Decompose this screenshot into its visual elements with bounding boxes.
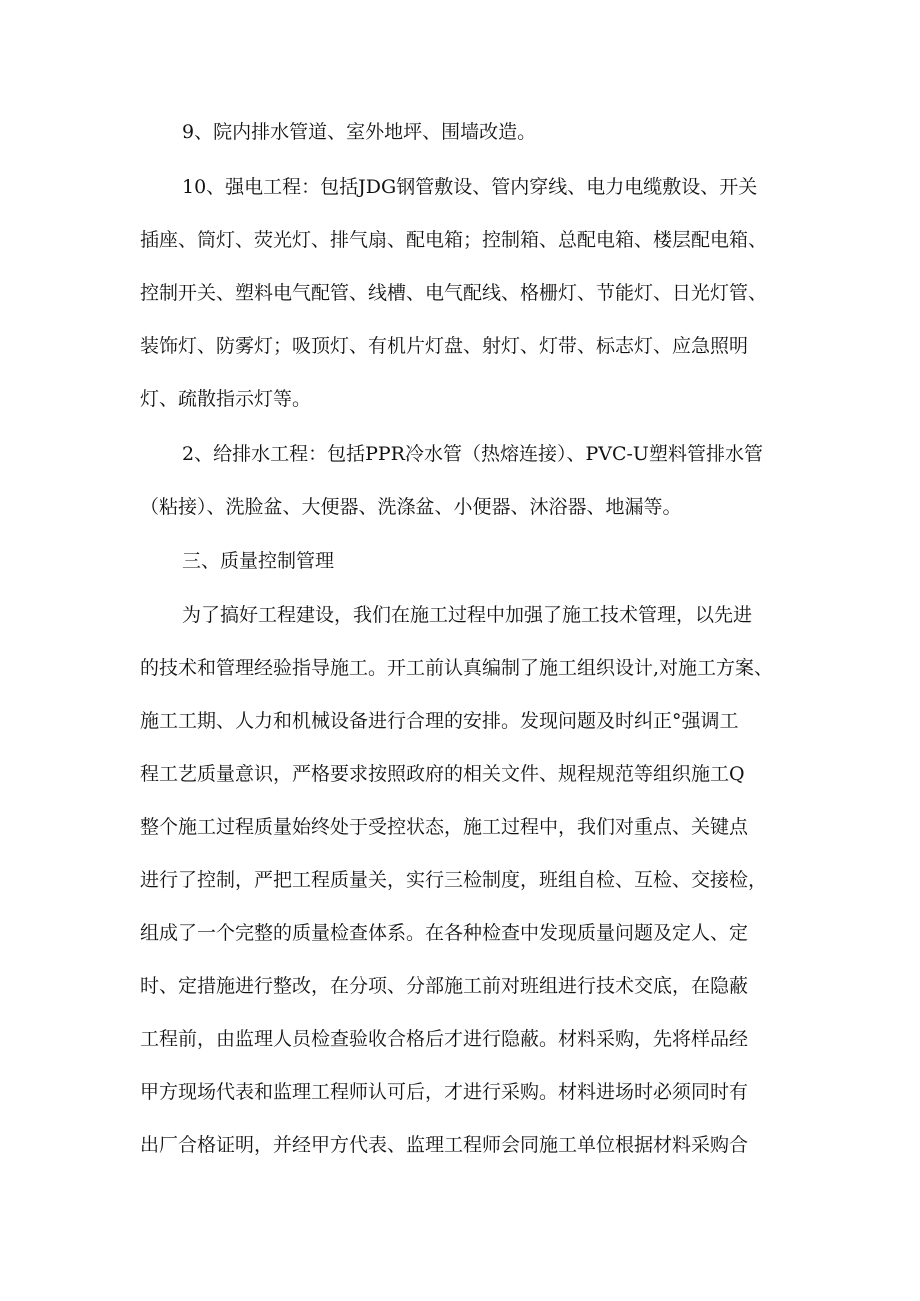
para-line-8 xyxy=(0,970,920,1002)
text-line: 组成了一个完整的质量检查体系。在各种检查中发现质量问题及定人、定 xyxy=(140,922,749,944)
text-line: 控制开关、塑料电气配管、线槽、电气配线、格栅灯、节能灯、日光灯管、 xyxy=(140,282,768,304)
para-line-1 xyxy=(0,599,920,631)
item-10-line-3 xyxy=(0,277,920,309)
item-2-line-2 xyxy=(0,491,920,523)
text-line: 的技术和管理经验指导施工。开工前认真编制了施工组织设计,对施工方案、 xyxy=(140,657,774,679)
text-line: 整个施工过程质量始终处于受控状态，施工过程中，我们对重点、关键点 xyxy=(140,816,749,838)
para-line-11 xyxy=(0,1129,920,1161)
item-10-line-2 xyxy=(0,224,920,256)
item-9-line xyxy=(0,116,920,148)
text-line: 程工艺质量意识，严格要求按照政府的相关文件、规程规范等组织施工Q xyxy=(140,763,745,785)
item-10-line-4 xyxy=(0,330,920,362)
text-line: 9、院内排水管道、室外地坪、围墙改造。 xyxy=(182,121,537,143)
section-title: 三、质量控制管理 xyxy=(182,550,335,572)
para-line-10 xyxy=(0,1076,920,1108)
text-line: 10、强电工程：包括JDG钢管敷设、管内穿线、电力电缆敷设、开关 xyxy=(182,176,758,198)
item-10-line-1 xyxy=(0,171,920,203)
item-10-line-5 xyxy=(0,383,920,415)
text-line: （粘接）、洗脸盆、大便器、洗涤盆、小便器、沐浴器、地漏等。 xyxy=(140,496,682,518)
text-line: 出厂合格证明，并经甲方代表、监理工程师会同施工单位根据材料采购合 xyxy=(140,1134,749,1156)
para-line-4 xyxy=(0,758,920,790)
text-line: 为了搞好工程建设，我们在施工过程中加强了施工技术管理，以先进 xyxy=(182,604,753,626)
text-line: 工程前，由监理人员检查验收合格后才进行隐蔽。材料采购，先将样品经 xyxy=(140,1028,749,1050)
para-line-6 xyxy=(0,864,920,896)
para-line-2 xyxy=(0,652,920,684)
para-line-7 xyxy=(0,917,920,949)
text-line: 时、定措施进行整改，在分项、分部施工前对班组进行技术交底，在隐蔽 xyxy=(140,975,749,997)
text-line: 2、给排水工程：包括PPR冷水管（热熔连接）、PVC-U塑料管排水管 xyxy=(182,443,763,465)
text-line: 装饰灯、防雾灯；吸顶灯、有机片灯盘、射灯、灯带、标志灯、应急照明 xyxy=(140,335,749,357)
text-line: 施工工期、人力和机械设备进行合理的安排。发现问题及时纠正°强调工 xyxy=(140,710,739,732)
text-line: 进行了控制，严把工程质量关，实行三检制度，班组自检、互检、交接检， xyxy=(140,869,768,891)
text-line: 灯、疏散指示灯等。 xyxy=(140,388,312,410)
item-2-line-1 xyxy=(0,438,920,470)
section-heading xyxy=(0,545,920,577)
para-line-5 xyxy=(0,811,920,843)
para-line-3 xyxy=(0,705,920,737)
text-line: 甲方现场代表和监理工程师认可后，才进行采购。材料进场时必须同时有 xyxy=(140,1081,749,1103)
text-line: 插座、筒灯、荧光灯、排气扇、配电箱；控制箱、总配电箱、楼层配电箱、 xyxy=(140,229,768,251)
para-line-9 xyxy=(0,1023,920,1055)
